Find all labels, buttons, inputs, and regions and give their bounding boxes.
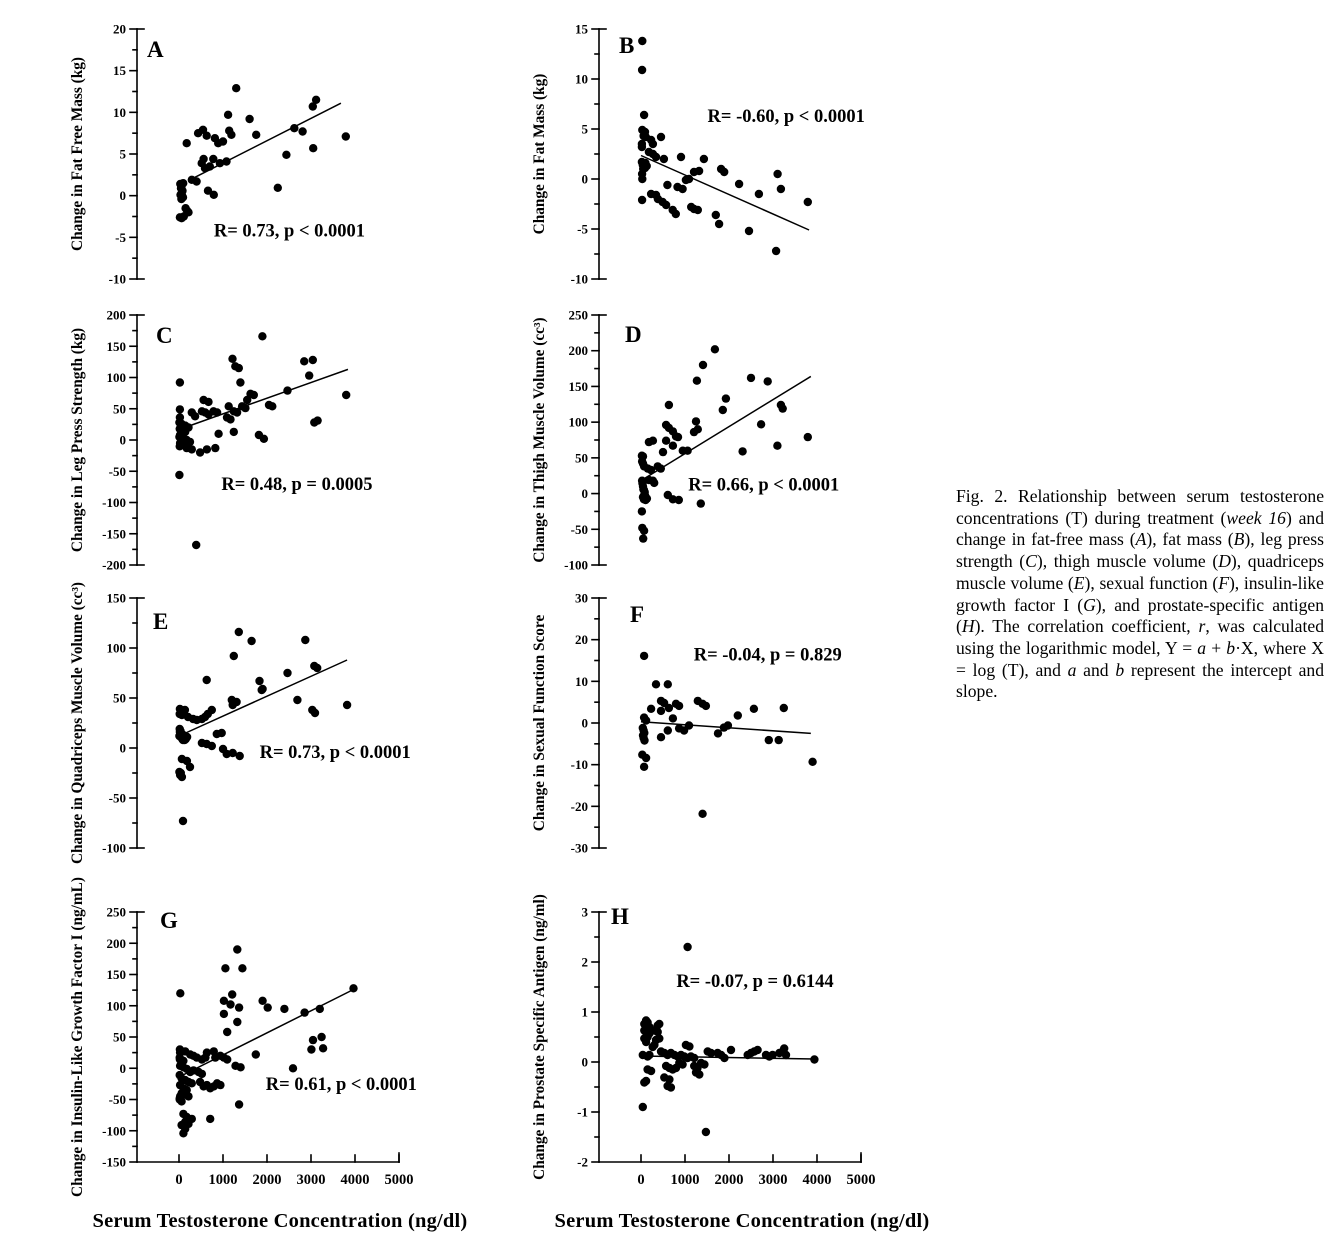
caption-italic-run: G — [1083, 594, 1096, 615]
panel-letter: B — [619, 33, 635, 58]
svg-text:4000: 4000 — [340, 1172, 370, 1188]
correlation-annotation: R= 0.48, p = 0.0005 — [221, 475, 373, 495]
caption-italic-run: b — [1115, 659, 1125, 680]
correlation-annotation: R= 0.66, p < 0.0001 — [688, 475, 840, 496]
caption-text-run: , was calculated using the logarithmic model, Y = — [956, 616, 1324, 658]
svg-text:150: 150 — [106, 967, 126, 982]
svg-text:0: 0 — [119, 432, 126, 448]
caption-italic-run: a — [1197, 637, 1207, 658]
svg-text:-2: -2 — [577, 1154, 588, 1170]
svg-text:1: 1 — [581, 1004, 588, 1020]
chart-svg-E — [55, 581, 505, 872]
caption-text-run: ), quadriceps muscle volume ( — [956, 551, 1324, 593]
svg-text:5: 5 — [119, 146, 126, 162]
svg-text:50: 50 — [113, 401, 126, 417]
svg-text:15: 15 — [575, 21, 588, 37]
svg-text:100: 100 — [106, 370, 126, 385]
svg-text:10: 10 — [575, 673, 588, 689]
svg-text:-1: -1 — [577, 1104, 588, 1120]
svg-text:-150: -150 — [102, 526, 126, 542]
figure-caption — [956, 486, 1324, 703]
caption-text-run: + — [1206, 637, 1227, 658]
svg-text:-10: -10 — [108, 271, 126, 287]
svg-text:15: 15 — [113, 63, 126, 79]
scatter-plot-C — [55, 301, 505, 589]
svg-text:50: 50 — [113, 690, 126, 706]
scatter-plot-F — [517, 584, 967, 872]
svg-text:3000: 3000 — [296, 1172, 326, 1188]
svg-text:2: 2 — [581, 954, 588, 970]
svg-text:0: 0 — [581, 715, 588, 731]
svg-text:-5: -5 — [577, 221, 588, 237]
svg-text:20: 20 — [113, 21, 126, 37]
panel-letter: E — [153, 609, 169, 634]
svg-text:5: 5 — [581, 121, 588, 137]
panel-letter: G — [160, 908, 178, 933]
panel-letter: A — [147, 37, 164, 62]
panel-letter: C — [156, 323, 173, 348]
scatter-plot-H — [517, 894, 967, 1220]
svg-text:30: 30 — [575, 590, 588, 606]
chart-svg-F — [517, 584, 967, 872]
svg-text:-30: -30 — [570, 840, 588, 856]
panel-letter: D — [625, 322, 642, 347]
caption-text-run: ), fat mass ( — [1146, 529, 1234, 550]
y-axis-title: Change in Thigh Muscle Volume (cc³) — [531, 317, 548, 563]
svg-text:0: 0 — [175, 1172, 183, 1188]
svg-text:10: 10 — [113, 104, 126, 120]
svg-text:50: 50 — [575, 450, 588, 466]
svg-text:200: 200 — [568, 343, 588, 359]
caption-italic-run: D — [1218, 551, 1231, 572]
y-axis-title: Change in Prostate Specific Antigen (ng/ml) — [531, 894, 548, 1180]
correlation-annotation: R= 0.73, p < 0.0001 — [213, 221, 365, 242]
svg-text:1000: 1000 — [208, 1172, 238, 1188]
svg-text:0: 0 — [581, 1054, 588, 1070]
correlation-annotation: R= -0.60, p < 0.0001 — [707, 107, 865, 127]
caption-italic-run: C — [1025, 551, 1037, 572]
svg-text:3: 3 — [581, 904, 588, 920]
chart-svg-B — [517, 15, 967, 303]
svg-text:-50: -50 — [108, 463, 126, 479]
svg-text:0: 0 — [581, 486, 588, 502]
svg-text:-100: -100 — [102, 840, 126, 856]
caption-italic-run: B — [1233, 529, 1245, 550]
svg-text:4000: 4000 — [802, 1172, 832, 1188]
svg-text:5000: 5000 — [846, 1172, 876, 1188]
svg-text:150: 150 — [106, 590, 126, 606]
svg-text:100: 100 — [106, 640, 126, 656]
svg-text:-10: -10 — [570, 757, 588, 773]
y-axis-title: Change in Quadriceps Muscle Volume (cc³) — [69, 581, 86, 865]
scatter-plot-E — [55, 581, 505, 872]
chart-svg-H — [517, 894, 967, 1220]
panel-letter: F — [630, 602, 645, 627]
caption-italic-run: E — [1073, 572, 1085, 593]
svg-text:-100: -100 — [564, 557, 588, 573]
caption-italic-run: b — [1226, 637, 1236, 658]
correlation-annotation: R= -0.07, p = 0.6144 — [676, 972, 834, 992]
svg-text:0: 0 — [119, 1060, 126, 1076]
svg-text:5000: 5000 — [384, 1172, 414, 1188]
svg-text:-50: -50 — [570, 521, 588, 537]
svg-text:0: 0 — [119, 188, 126, 204]
svg-text:50: 50 — [113, 1029, 126, 1045]
svg-text:10: 10 — [575, 71, 588, 87]
caption-text-run: ), and prostate-specific antigen ( — [956, 594, 1324, 637]
caption-italic-run: r — [1198, 616, 1206, 637]
svg-text:0: 0 — [637, 1172, 645, 1188]
correlation-annotation: R= 0.73, p < 0.0001 — [259, 743, 411, 763]
x-axis-title-left: Serum Testosterone Concentration (ng/dl) — [92, 1210, 468, 1232]
chart-svg-A — [55, 15, 505, 303]
caption-text-run: represent the intercept and slope. — [956, 659, 1325, 702]
scatter-plot-D — [517, 301, 967, 589]
y-axis-title: Change in Sexual Function Score — [531, 614, 548, 832]
svg-text:-200: -200 — [102, 557, 126, 573]
svg-text:200: 200 — [106, 307, 126, 323]
svg-text:-20: -20 — [570, 798, 588, 814]
correlation-annotation: R= -0.04, p = 0.829 — [693, 645, 842, 666]
svg-text:250: 250 — [106, 904, 126, 920]
caption-italic-run: F — [1218, 572, 1229, 593]
svg-text:2000: 2000 — [714, 1172, 744, 1188]
caption-text-run: Fig. 2. Relationship between serum testosterone concentrations (T) during treatment ( — [956, 486, 1324, 528]
svg-text:100: 100 — [568, 414, 588, 430]
svg-text:0: 0 — [119, 740, 126, 756]
correlation-annotation: R= 0.61, p < 0.0001 — [265, 1075, 417, 1096]
caption-italic-run: a — [1067, 659, 1077, 680]
caption-text-run: ), leg press strength ( — [956, 529, 1324, 572]
caption-text-run: ·X, where X = log (T), and — [956, 637, 1324, 680]
caption-text-run: ). The correlation coefficient, — [974, 616, 1199, 637]
caption-text-run: and — [1076, 659, 1116, 680]
panel-letter: H — [611, 904, 629, 929]
caption-text-run: ) and change in fat-free mass ( — [956, 507, 1324, 550]
svg-text:150: 150 — [106, 338, 126, 354]
svg-text:-100: -100 — [102, 1123, 126, 1139]
svg-text:250: 250 — [568, 307, 588, 323]
svg-text:-5: -5 — [115, 229, 126, 245]
caption-italic-run: H — [961, 616, 975, 637]
chart-svg-D — [517, 301, 967, 589]
svg-text:-100: -100 — [102, 495, 126, 510]
svg-text:1000: 1000 — [670, 1172, 700, 1188]
svg-text:200: 200 — [106, 935, 126, 951]
scatter-plot-A — [55, 15, 505, 303]
svg-text:-50: -50 — [108, 1092, 126, 1107]
chart-svg-G — [55, 877, 505, 1220]
svg-text:150: 150 — [568, 378, 588, 394]
svg-text:20: 20 — [575, 632, 588, 648]
caption-italic-run: week 16 — [1226, 507, 1286, 528]
y-axis-title: Change in Insulin-Like Growth Factor I (ng/mL) — [69, 877, 86, 1197]
chart-svg-C — [55, 301, 505, 589]
svg-text:0: 0 — [581, 171, 588, 187]
scatter-plot-B — [517, 15, 967, 303]
svg-text:3000: 3000 — [758, 1172, 788, 1188]
caption-italic-run: A — [1135, 529, 1147, 550]
svg-text:-50: -50 — [108, 790, 126, 806]
y-axis-title: Change in Leg Press Strength (kg) — [69, 327, 86, 553]
y-axis-title: Change in Fat Mass (kg) — [531, 73, 548, 235]
caption-text-run: ), thigh muscle volume ( — [1036, 551, 1219, 572]
scatter-plot-G — [55, 877, 505, 1220]
x-axis-title-right: Serum Testosterone Concentration (ng/dl) — [554, 1210, 930, 1232]
svg-text:100: 100 — [106, 998, 126, 1014]
y-axis-title: Change in Fat Free Mass (kg) — [69, 57, 86, 251]
svg-text:-10: -10 — [570, 271, 588, 287]
svg-text:2000: 2000 — [252, 1172, 282, 1188]
caption-text-run: ), sexual function ( — [1084, 572, 1219, 593]
caption-text-run: ), insulin-like growth factor I ( — [956, 572, 1324, 615]
svg-text:-150: -150 — [102, 1154, 126, 1170]
